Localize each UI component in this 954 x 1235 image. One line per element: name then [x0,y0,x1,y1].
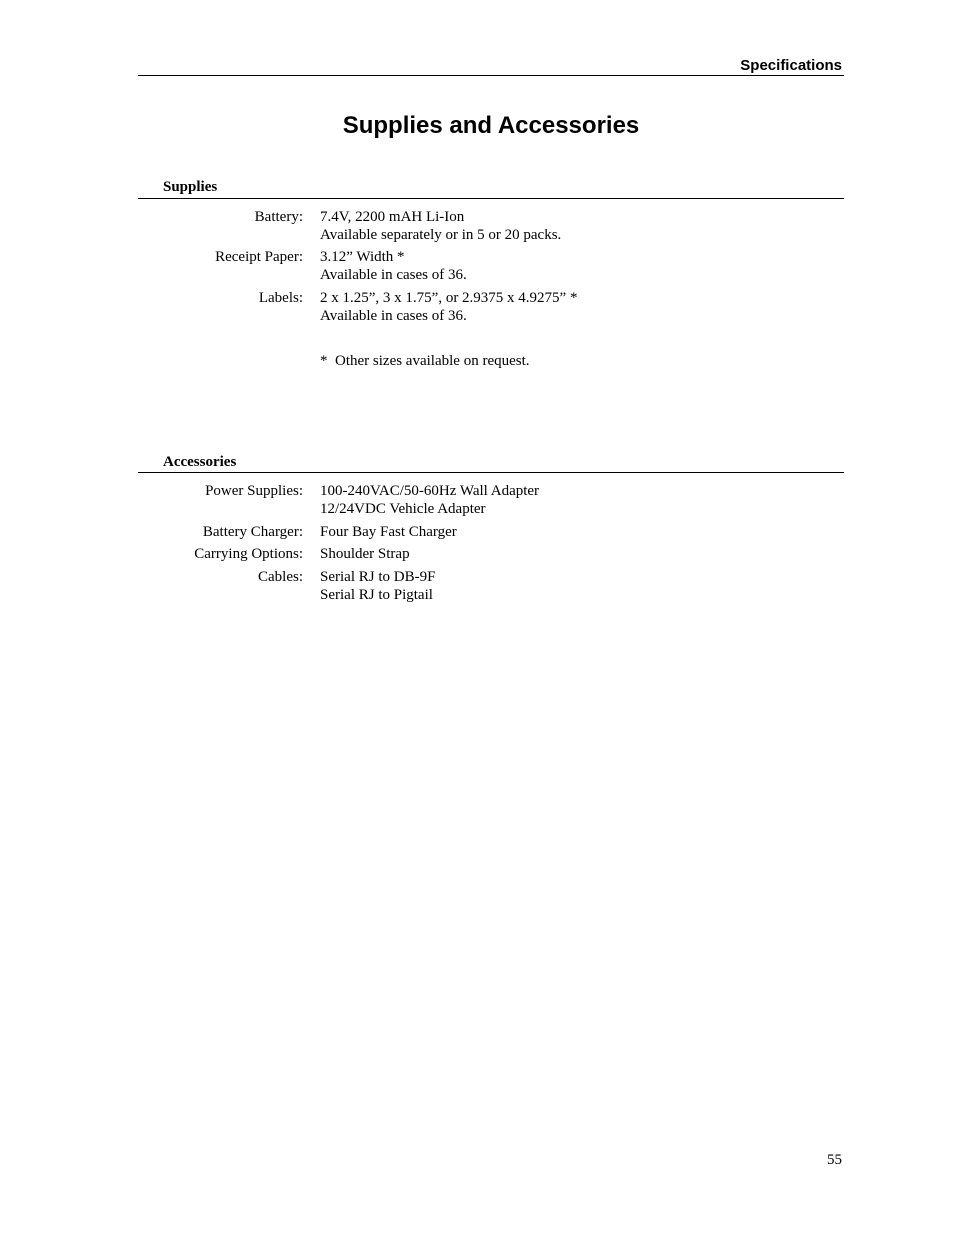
accessories-divider [138,472,844,473]
accessory-item-carrying-options [138,545,844,563]
supplies-heading: Supplies [163,179,218,195]
spec-line: Serial RJ to Pigtail [320,587,433,603]
spec-values [320,248,467,284]
spec-label: Carrying Options: [194,546,303,562]
supplies-list [138,208,844,325]
spec-line: 12/24VDC Vehicle Adapter [320,501,486,517]
supply-item-receipt-paper [138,248,844,284]
spec-line: 7.4V, 2200 mAH Li-Ion [320,209,465,225]
accessory-item-power-supplies [138,482,844,518]
accessories-heading: Accessories [163,454,237,470]
running-header: Specifications [740,57,842,74]
accessory-item-battery-charger [138,523,844,541]
spec-label: Power Supplies: [205,483,303,499]
spec-label: Battery Charger: [202,524,303,540]
spec-values [320,289,577,325]
spec-values [320,568,435,604]
spec-label: Cables: [258,569,303,585]
header-divider [138,75,844,76]
spec-line: Four Bay Fast Charger [320,524,457,540]
spec-values [320,523,457,541]
spec-line: Available separately or in 5 or 20 packs. [320,227,562,243]
spec-values [320,208,561,244]
supply-item-labels [138,289,844,325]
spec-values [320,482,539,518]
supply-item-battery [138,208,844,244]
accessories-list [138,482,844,604]
accessory-item-cables [138,568,844,604]
page-title: Supplies and Accessories [342,112,640,139]
spec-line: Available in cases of 36. [320,308,467,324]
spec-label: Receipt Paper: [215,249,303,265]
spec-line: Shoulder Strap [320,546,410,562]
page-number: 55 [827,1152,842,1168]
spec-label: Labels: [258,290,303,306]
spec-line: 3.12” Width * [320,249,405,265]
spec-line: Available in cases of 36. [320,267,467,283]
spec-line: 100-240VAC/50-60Hz Wall Adapter [320,483,540,499]
supplies-divider [138,198,844,199]
spec-line: 2 x 1.25”, 3 x 1.75”, or 2.9375 x 4.9275” * [320,290,578,306]
supplies-footnote: * Other sizes available on request. [320,353,530,369]
spec-line: Serial RJ to DB-9F [320,569,436,585]
spec-values [320,545,410,563]
spec-label: Battery: [254,209,303,225]
